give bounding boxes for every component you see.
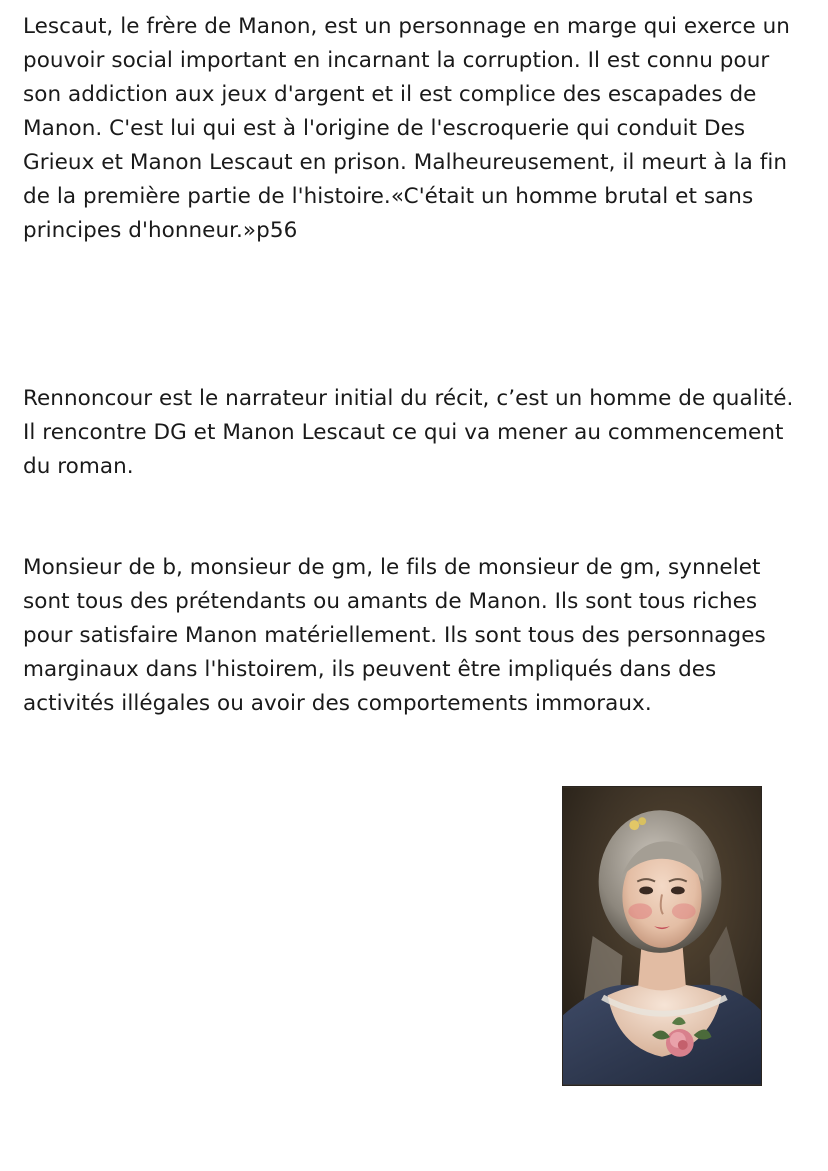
- portrait-image: [563, 787, 761, 1085]
- paragraph-suitors: Monsieur de b, monsieur de gm, le fils de monsieur de gm, synnelet sont tous des prétendants ou amants de Manon. Ils sont tous riches pour satisfaire Manon matériellement. Ils sont tous des personnages marginaux dans l'histoirem, ils peuvent être impliqués dans des activités illégales ou avoir des comportements immoraux.: [23, 555, 766, 716]
- paragraph-lescaut: Lescaut, le frère de Manon, est un personnage en marge qui exerce un pouvoir social important en incarnant la corruption. Il est connu pour son addiction aux jeux d'argent et il est complice des escapades de Manon. C'est lui qui est à l'origine de l'escroquerie qui conduit Des Grieux et Manon Lescaut en prison. Malheureusement, il meurt à la fin de la première partie de l'histoire.«C'était un homme brutal et sans principes d'honneur.»p56: [23, 14, 790, 243]
- portrait-painting: [562, 786, 762, 1086]
- paragraph-rennoncour: Rennoncour est le narrateur initial du récit, c’est un homme de qualité. Il rencontre DG et Manon Lescaut ce qui va mener au commencement du roman.: [23, 386, 794, 479]
